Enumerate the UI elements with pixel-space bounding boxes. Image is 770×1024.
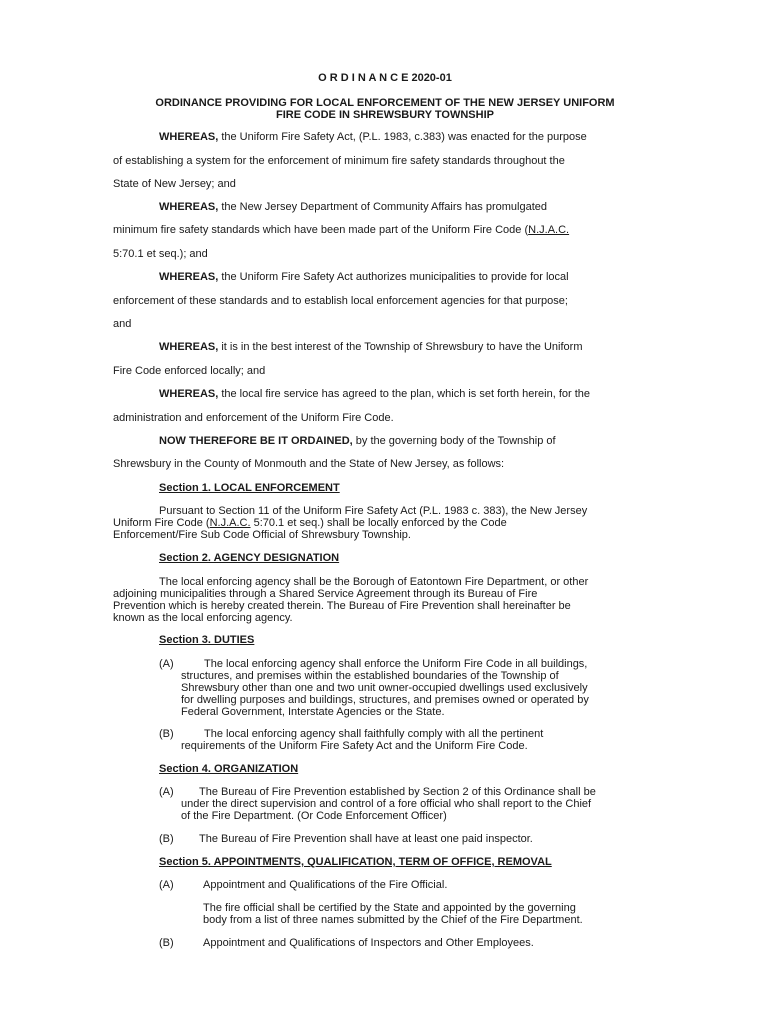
section-1-line2: Uniform Fire Code (N.J.A.C. 5:70.1 et seq.) shall be locally enforced by the Code [113,517,507,529]
section-5-a-label: (A) [159,879,174,891]
whereas-1-line1: WHEREAS, the Uniform Fire Safety Act, (P.L. 1983, c.383) was enacted for the purpose [159,131,587,143]
whereas-5-line1: WHEREAS, the local fire service has agreed to the plan, which is set forth herein, for the [159,388,591,400]
ordinance-subtitle-line1: ORDINANCE PROVIDING FOR LOCAL ENFORCEMENT OF THE NEW JERSEY UNIFORM [155,97,615,109]
whereas-3-line1: WHEREAS, the Uniform Fire Safety Act authorizes municipalities to provide for local [159,271,569,283]
section-4-a-line3: of the Fire Department. (Or Code Enforcement Officer) [181,810,447,822]
section-4-heading: Section 4. ORGANIZATION [159,763,299,775]
section-4-a-line1: The Bureau of Fire Prevention established by Section 2 of this Ordinance shall be [199,786,596,798]
section-3-b-line1: The local enforcing agency shall faithfully comply with all the pertinent [204,728,544,740]
section-2-line2: adjoining municipalities through a Shared Service Agreement through its Bureau of Fire [113,588,538,600]
ordained-line2: Shrewsbury in the County of Monmouth and the State of New Jersey, as follows: [113,458,505,470]
ordinance-subtitle-line2: FIRE CODE IN SHREWSBURY TOWNSHIP [276,109,494,121]
section-3-a-line3: Shrewsbury other than one and two unit owner-occupied dwellings used exclusively [181,682,588,694]
section-3-a-line1: The local enforcing agency shall enforce the Uniform Fire Code in all buildings, [204,658,588,670]
section-1-line1: Pursuant to Section 11 of the Uniform Fire Safety Act (P.L. 1983 c. 383), the New Jersey [159,505,588,517]
section-2-line3: Prevention which is hereby created therein. The Bureau of Fire Prevention shall hereinafter be [113,600,571,612]
whereas-2-line1: WHEREAS, the New Jersey Department of Community Affairs has promulgated [159,201,548,213]
section-3-a-line2: structures, and premises within the established boundaries of the Township of [181,670,559,682]
section-3-a-line5: Federal Government, Interstate Agencies or the State. [181,706,445,718]
section-4-b-line1: The Bureau of Fire Prevention shall have at least one paid inspector. [199,833,533,845]
section-4-a-label: (A) [159,786,174,798]
section-5-b-line1: Appointment and Qualifications of Inspectors and Other Employees. [203,937,534,949]
whereas-5-line2: administration and enforcement of the Uniform Fire Code. [113,412,394,424]
section-3-a-line4: for dwelling purposes and buildings, structures, and premises owned or operated by [181,694,589,706]
section-1-heading: Section 1. LOCAL ENFORCEMENT [159,482,340,494]
whereas-4-line2: Fire Code enforced locally; and [113,365,266,377]
section-5-a-para-line2: body from a list of three names submitted by the Chief of the Fire Department. [203,914,583,926]
section-3-heading: Section 3. DUTIES [159,634,255,646]
whereas-lead: WHEREAS, [159,201,219,213]
whereas-lead: WHEREAS, [159,388,219,400]
section-5-heading: Section 5. APPOINTMENTS, QUALIFICATION, TERM OF OFFICE, REMOVAL [159,856,552,868]
section-5-a-para-line1: The fire official shall be certified by the State and appointed by the governing [203,902,576,914]
whereas-2-line2: minimum fire safety standards which have been made part of the Uniform Fire Code (N.J.A.C. [113,224,570,236]
whereas-lead: WHEREAS, [159,131,219,143]
whereas-3-line2: enforcement of these standards and to establish local enforcement agencies for that purpose; [113,295,568,307]
section-2-line1: The local enforcing agency shall be the Borough of Eatontown Fire Department, or other [159,576,589,588]
ordinance-title: O R D I N A N C E 2020-01 [318,72,452,84]
section-1-line3: Enforcement/Fire Sub Code Official of Shrewsbury Township. [113,529,411,541]
section-4-a-line2: under the direct supervision and control of a fore official who shall report to the Chief [181,798,592,810]
section-4-b-label: (B) [159,833,174,845]
section-2-heading: Section 2. AGENCY DESIGNATION [159,552,340,564]
whereas-2-line3: 5:70.1 et seq.); and [113,248,208,260]
whereas-4-line1: WHEREAS, it is in the best interest of the Township of Shrewsbury to have the Uniform [159,341,583,353]
section-2-line4: known as the local enforcing agency. [113,612,293,624]
njac-citation: N.J.A.C. [528,224,570,236]
section-3-b-label: (B) [159,728,174,740]
whereas-1-line3: State of New Jersey; and [113,178,236,190]
ordained-lead: NOW THEREFORE BE IT ORDAINED, [159,435,353,447]
njac-citation: N.J.A.C. [209,517,251,529]
whereas-1-line2: of establishing a system for the enforcement of minimum fire safety standards throughout the [113,155,565,167]
section-5-b-label: (B) [159,937,174,949]
ordained-line1: NOW THEREFORE BE IT ORDAINED, by the governing body of the Township of [159,435,556,447]
whereas-lead: WHEREAS, [159,341,219,353]
section-3-b-line2: requirements of the Uniform Fire Safety Act and the Uniform Fire Code. [181,740,528,752]
section-3-a-label: (A) [159,658,174,670]
whereas-3-line3: and [113,318,132,330]
whereas-lead: WHEREAS, [159,271,219,283]
section-5-a-line1: Appointment and Qualifications of the Fire Official. [203,879,448,891]
